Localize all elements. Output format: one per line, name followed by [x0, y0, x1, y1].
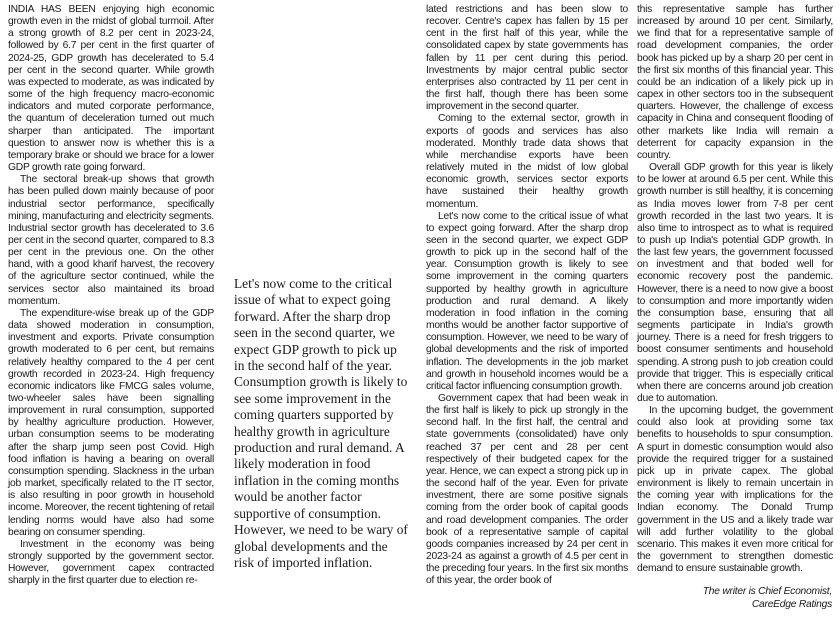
paragraph: Let's now come to the critical issue of what to expect going forward. After the sharp drop seen in the second quarter, we expect GDP growth to pick up in the second half of the year. Consumption growth is likely to see some improvement in the coming quarters supported by healthy growth in agriculture production and rural demand. A likely moderation in food inflation in the coming months would be another factor supportive of consumption. However, we need to be wary of global developments and the risk of imported inflation. The developments in the job market and growth in household incomes would be a critical factor influencing consumption growth.: [426, 210, 628, 392]
paragraph: In the upcoming budget, the government could also look at providing some tax benefits to households to spur consumption. A spurt in domestic consumption would also provide the required trigger for a sustained pick up in private capex. The global environment is likely to remain uncertain in the coming year with implications for the Indian economy. The Donald Trump government in the US and a likely trade war will add further volatility to the global scenario. This makes it even more critical for the government to strengthen domestic demand to ensure sustainable growth.: [637, 405, 833, 575]
pull-quote: Let's now come to the critical issue of what to expect going forward. After the sharp drop seen in the second quarter, we expect GDP growth to pick up in the second half of the year. Consumption growth is likely to see some improvement in the coming quarters supported by healthy growth in agriculture production and rural demand. A likely moderation in food inflation in the coming months would be another factor supportive of consumption. However, we need to be wary of global developments and the risk of imported inflation.: [234, 276, 408, 570]
paragraph: Overall GDP growth for this year is likely to be lower at around 6.5 per cent. While this growth number is still healthy, it is concerning as India moves lower from 7-8 per cent growth recorded in the last two years. It is also time to introspect as to what is required to push up India's potential GDP growth. In the last few years, the government focussed on investment and that boded well for economic recovery post the pandemic. However, there is a need to now give a boost to consumption and more importantly widen the consumption base, ensuring that all segments participate in India's growth journey. There is a need for fresh triggers to boost consumer sentiments and household spending. A strong push to job creation could provide that trigger. This is especially critical when there are concerns around job creation due to automation.: [637, 162, 833, 404]
paragraph: Investment in the economy was being strongly supported by the government sector. However, government capex contracted sharply in the first quarter due to election re-: [8, 538, 214, 587]
paragraph: The expenditure-wise break up of the GDP data showed moderation in consumption, investment and exports. Private consumption growth moderated to 6 per cent, but remains relatively healthy compared to the 4 per cent growth recorded in 2023-24. High frequency economic indicators like FMCG sales volume, two-wheeler sales have been signalling improvement in rural consumption, supported by healthy agriculture production. However, urban consumption seems to be moderating after the sharp jump seen post Covid. High food inflation is having a bearing on overall consumption spending. Slackness in the urban job market, specifically related to the IT sector, is also resulting in poor growth in household income. Moreover, the recent tightening of retail lending norms would have also had some bearing on consumer spending.: [8, 307, 214, 538]
article-column-2: [426, 4, 628, 588]
paragraph: INDIA HAS BEEN enjoying high economic growth even in the midst of global turmoil. After a strong growth of 8.2 per cent in 2023-24, followed by 6.7 per cent in the first quarter of 2024-25, GDP growth has decelerated to 5.4 per cent in the second quarter. While growth was expected to moderate, as was indicated by some of the high frequency macro-economic indicators and muted corporate performance, the quantum of deceleration turned out much sharper than anticipated. The important question to answer now is whether this is a temporary brake or should we brace for a lower GDP growth rate going forward.: [8, 4, 214, 174]
byline-organization: CareEdge Ratings: [751, 598, 832, 610]
paragraph: The sectoral break-up shows that growth has been pulled down mainly because of poor industrial sector performance, specifically mining, manufacturing and electricity segments. Industrial sector growth has decelerated to 3.6 per cent in the second quarter, compared to 8.3 per cent in the previous one. On the other hand, with a good kharif harvest, the recovery of the agriculture sector continued, while the services sector also maintained its broad momentum.: [8, 174, 214, 307]
paragraph: Government capex that had been weak in the first half is likely to pick up strongly in the second half. In the first half, the central and state governments (consolidated) have only reached 37 per cent and 28 per cent respectively of their budgeted capex for the year. Hence, we can expect a strong pick up in the second half of the year. Even for private investment, there are some positive signals coming from the order book of capital goods and road development companies. The order book of a representative sample of capital goods companies increased by 24 per cent in 2023-24 as against a growth of 4.5 per cent in the preceding four years. In the first six months of this year, the order book of: [426, 393, 628, 587]
article-column-3: [637, 4, 833, 575]
paragraph: this representative sample has further increased by around 10 per cent. Similarly, we find that for a representative sample of road development companies, the order book has picked up by a sharp 20 per cent in the first six months of this financial year. This could be an indication of a likely pick up in capex in other sectors too in the subsequent quarters. However, the challenge of excess capacity in China and consequent flooding of other markets like India will remain a deterrent for capacity expansion in the country.: [637, 4, 833, 161]
author-byline: [636, 586, 832, 611]
paragraph: lated restrictions and has been slow to recover. Centre's capex has fallen by 15 per cent in the first half of this year, while the consolidated capex by state governments has fallen by 11 per cent during this period. Investments by major central public sector enterprises also contracted by 11 per cent in the first half, though there has been some improvement in the second quarter.: [426, 4, 628, 113]
article-column-1: [8, 4, 214, 588]
paragraph: Coming to the external sector, growth in exports of goods and services has also moderated. Monthly trade data shows that while merchandise exports have been relatively muted in the midst of low global economic growth, services sector exports have sustained their healthy growth momentum.: [426, 113, 628, 210]
byline-role: The writer is Chief Economist,: [702, 586, 832, 597]
